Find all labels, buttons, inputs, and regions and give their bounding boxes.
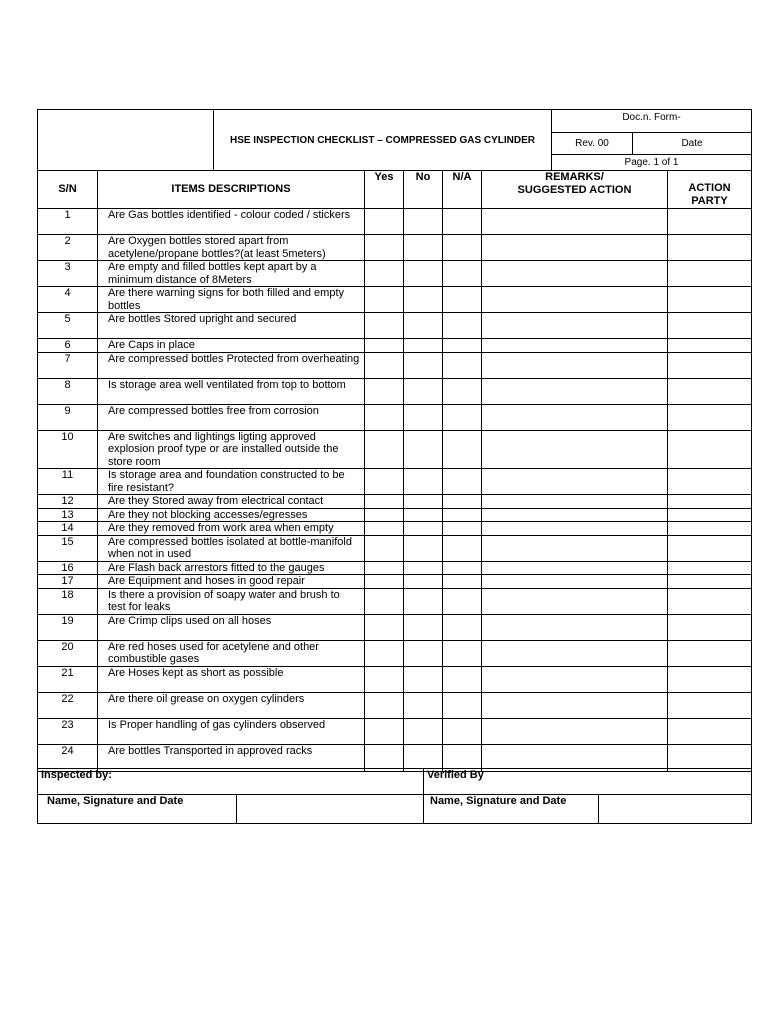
item-description: Are Gas bottles identified - colour coded / stickers bbox=[98, 209, 365, 235]
table-row bbox=[38, 339, 752, 353]
no-cell[interactable] bbox=[404, 640, 443, 666]
table-row bbox=[38, 209, 752, 235]
yes-cell[interactable] bbox=[365, 313, 404, 339]
item-number: 12 bbox=[38, 495, 98, 509]
col-no: No bbox=[404, 171, 443, 209]
table-row bbox=[38, 404, 752, 430]
yes-cell[interactable] bbox=[365, 561, 404, 575]
action-party-cell[interactable] bbox=[668, 718, 752, 744]
remarks-cell[interactable] bbox=[482, 535, 668, 561]
action-party-cell[interactable] bbox=[668, 588, 752, 614]
remarks-cell[interactable] bbox=[482, 235, 668, 261]
remarks-cell[interactable] bbox=[482, 640, 668, 666]
na-cell[interactable] bbox=[443, 614, 482, 640]
item-description: Is there a provision of soapy water and brush to test for leaks bbox=[98, 588, 365, 614]
no-cell[interactable] bbox=[404, 339, 443, 353]
item-number: 18 bbox=[38, 588, 98, 614]
no-cell[interactable] bbox=[404, 209, 443, 235]
remarks-cell[interactable] bbox=[482, 404, 668, 430]
yes-cell[interactable] bbox=[365, 339, 404, 353]
item-number: 8 bbox=[38, 378, 98, 404]
checklist-table bbox=[37, 170, 752, 772]
action-party-cell[interactable] bbox=[668, 235, 752, 261]
action-party-cell[interactable] bbox=[668, 575, 752, 589]
no-cell[interactable] bbox=[404, 352, 443, 378]
remarks-cell[interactable] bbox=[482, 430, 668, 469]
col-action-line2: PARTY bbox=[691, 194, 728, 207]
no-cell[interactable] bbox=[404, 744, 443, 771]
no-cell[interactable] bbox=[404, 313, 443, 339]
no-cell[interactable] bbox=[404, 522, 443, 536]
table-row bbox=[38, 535, 752, 561]
verifier-name-signature-date-label: Name, Signature and Date bbox=[424, 795, 599, 824]
remarks-cell[interactable] bbox=[482, 209, 668, 235]
col-action-line1: ACTION bbox=[688, 182, 731, 194]
item-description: Are they Stored away from electrical contact bbox=[98, 495, 365, 509]
item-description: Are Caps in place bbox=[98, 339, 365, 353]
na-cell[interactable] bbox=[443, 692, 482, 718]
item-number: 19 bbox=[38, 614, 98, 640]
item-number: 6 bbox=[38, 339, 98, 353]
yes-cell[interactable] bbox=[365, 430, 404, 469]
item-description: Are bottles Stored upright and secured bbox=[98, 313, 365, 339]
na-cell[interactable] bbox=[443, 469, 482, 495]
item-description: Are they removed from work area when empty bbox=[98, 522, 365, 536]
yes-cell[interactable] bbox=[365, 718, 404, 744]
col-na: N/A bbox=[443, 171, 482, 209]
remarks-cell[interactable] bbox=[482, 575, 668, 589]
remarks-cell[interactable] bbox=[482, 588, 668, 614]
no-cell[interactable] bbox=[404, 575, 443, 589]
na-cell[interactable] bbox=[443, 495, 482, 509]
header-table bbox=[37, 109, 752, 171]
na-cell[interactable] bbox=[443, 313, 482, 339]
na-cell[interactable] bbox=[443, 744, 482, 771]
na-cell[interactable] bbox=[443, 561, 482, 575]
no-cell[interactable] bbox=[404, 261, 443, 287]
na-cell[interactable] bbox=[443, 522, 482, 536]
action-party-cell[interactable] bbox=[668, 666, 752, 692]
yes-cell[interactable] bbox=[365, 575, 404, 589]
logo-cell bbox=[38, 110, 214, 171]
na-cell[interactable] bbox=[443, 535, 482, 561]
verifier-signature-field[interactable] bbox=[599, 795, 752, 824]
no-cell[interactable] bbox=[404, 588, 443, 614]
table-row bbox=[38, 640, 752, 666]
item-number: 17 bbox=[38, 575, 98, 589]
table-row bbox=[38, 313, 752, 339]
page-number: Page. 1 of 1 bbox=[552, 155, 752, 171]
item-number: 24 bbox=[38, 744, 98, 771]
remarks-cell[interactable] bbox=[482, 744, 668, 771]
table-row bbox=[38, 692, 752, 718]
na-cell[interactable] bbox=[443, 287, 482, 313]
item-description: Are Flash back arrestors fitted to the gauges bbox=[98, 561, 365, 575]
table-row bbox=[38, 666, 752, 692]
item-description: Are red hoses used for acetylene and other combustible gases bbox=[98, 640, 365, 666]
no-cell[interactable] bbox=[404, 378, 443, 404]
item-description: Are Equipment and hoses in good repair bbox=[98, 575, 365, 589]
action-party-cell[interactable] bbox=[668, 378, 752, 404]
yes-cell[interactable] bbox=[365, 378, 404, 404]
na-cell[interactable] bbox=[443, 508, 482, 522]
col-yes: Yes bbox=[365, 171, 404, 209]
table-row bbox=[38, 261, 752, 287]
table-row bbox=[38, 469, 752, 495]
col-remarks-line1: REMARKS/ bbox=[545, 171, 604, 183]
table-row bbox=[38, 235, 752, 261]
remarks-cell[interactable] bbox=[482, 287, 668, 313]
item-number: 5 bbox=[38, 313, 98, 339]
yes-cell[interactable] bbox=[365, 404, 404, 430]
remarks-cell[interactable] bbox=[482, 378, 668, 404]
no-cell[interactable] bbox=[404, 666, 443, 692]
remarks-cell[interactable] bbox=[482, 666, 668, 692]
inspector-name-signature-date-label: Name, Signature and Date bbox=[38, 795, 237, 824]
item-description: Are compressed bottles Protected from overheating bbox=[98, 352, 365, 378]
action-party-cell[interactable] bbox=[668, 339, 752, 353]
no-cell[interactable] bbox=[404, 614, 443, 640]
table-row bbox=[38, 430, 752, 469]
no-cell[interactable] bbox=[404, 235, 443, 261]
item-number: 23 bbox=[38, 718, 98, 744]
no-cell[interactable] bbox=[404, 561, 443, 575]
col-remarks-line2: SUGGESTED ACTION bbox=[517, 183, 632, 196]
action-party-cell[interactable] bbox=[668, 404, 752, 430]
item-description: Is Proper handling of gas cylinders observed bbox=[98, 718, 365, 744]
item-number: 7 bbox=[38, 352, 98, 378]
action-party-cell[interactable] bbox=[668, 614, 752, 640]
item-number: 3 bbox=[38, 261, 98, 287]
yes-cell[interactable] bbox=[365, 209, 404, 235]
no-cell[interactable] bbox=[404, 535, 443, 561]
yes-cell[interactable] bbox=[365, 352, 404, 378]
no-cell[interactable] bbox=[404, 469, 443, 495]
remarks-cell[interactable] bbox=[482, 522, 668, 536]
yes-cell[interactable] bbox=[365, 522, 404, 536]
item-number: 14 bbox=[38, 522, 98, 536]
action-party-cell[interactable] bbox=[668, 313, 752, 339]
yes-cell[interactable] bbox=[365, 666, 404, 692]
na-cell[interactable] bbox=[443, 235, 482, 261]
action-party-cell[interactable] bbox=[668, 692, 752, 718]
item-description: Are they not blocking accesses/egresses bbox=[98, 508, 365, 522]
item-number: 9 bbox=[38, 404, 98, 430]
na-cell[interactable] bbox=[443, 209, 482, 235]
table-row bbox=[38, 561, 752, 575]
action-party-cell[interactable] bbox=[668, 640, 752, 666]
item-number: 15 bbox=[38, 535, 98, 561]
item-description: Are bottles Transported in approved racks bbox=[98, 744, 365, 771]
item-number: 21 bbox=[38, 666, 98, 692]
col-items: ITEMS DESCRIPTIONS bbox=[98, 171, 365, 209]
col-remarks bbox=[482, 171, 668, 209]
item-number: 2 bbox=[38, 235, 98, 261]
table-row bbox=[38, 287, 752, 313]
na-cell[interactable] bbox=[443, 261, 482, 287]
na-cell[interactable] bbox=[443, 378, 482, 404]
no-cell[interactable] bbox=[404, 430, 443, 469]
item-description: Are switches and lightings ligting approved explosion proof type or are installed outside the store room bbox=[98, 430, 365, 469]
action-party-cell[interactable] bbox=[668, 352, 752, 378]
yes-cell[interactable] bbox=[365, 235, 404, 261]
remarks-cell[interactable] bbox=[482, 508, 668, 522]
action-party-cell[interactable] bbox=[668, 561, 752, 575]
date-label: Date bbox=[633, 133, 752, 155]
item-description: Are compressed bottles isolated at bottle-manifold when not in used bbox=[98, 535, 365, 561]
table-row bbox=[38, 575, 752, 589]
item-description: Are compressed bottles free from corrosion bbox=[98, 404, 365, 430]
item-description: Is storage area well ventilated from top to bottom bbox=[98, 378, 365, 404]
signature-table bbox=[37, 768, 752, 824]
na-cell[interactable] bbox=[443, 339, 482, 353]
table-row bbox=[38, 378, 752, 404]
action-party-cell[interactable] bbox=[668, 744, 752, 771]
item-number: 22 bbox=[38, 692, 98, 718]
yes-cell[interactable] bbox=[365, 692, 404, 718]
remarks-cell[interactable] bbox=[482, 692, 668, 718]
item-description: Are Crimp clips used on all hoses bbox=[98, 614, 365, 640]
remarks-cell[interactable] bbox=[482, 718, 668, 744]
action-party-cell[interactable] bbox=[668, 261, 752, 287]
item-description: Are empty and filled bottles kept apart by a minimum distance of 8Meters bbox=[98, 261, 365, 287]
remarks-cell[interactable] bbox=[482, 614, 668, 640]
doc-number: Doc.n. Form- bbox=[552, 110, 752, 133]
na-cell[interactable] bbox=[443, 588, 482, 614]
table-row bbox=[38, 614, 752, 640]
na-cell[interactable] bbox=[443, 718, 482, 744]
item-number: 10 bbox=[38, 430, 98, 469]
no-cell[interactable] bbox=[404, 718, 443, 744]
remarks-cell[interactable] bbox=[482, 352, 668, 378]
item-number: 16 bbox=[38, 561, 98, 575]
action-party-cell[interactable] bbox=[668, 535, 752, 561]
inspected-by-label: Inspected by: bbox=[38, 769, 424, 795]
na-cell[interactable] bbox=[443, 575, 482, 589]
remarks-cell[interactable] bbox=[482, 495, 668, 509]
yes-cell[interactable] bbox=[365, 535, 404, 561]
remarks-cell[interactable] bbox=[482, 261, 668, 287]
item-number: 20 bbox=[38, 640, 98, 666]
action-party-cell[interactable] bbox=[668, 287, 752, 313]
item-number: 11 bbox=[38, 469, 98, 495]
action-party-cell[interactable] bbox=[668, 430, 752, 469]
yes-cell[interactable] bbox=[365, 614, 404, 640]
na-cell[interactable] bbox=[443, 404, 482, 430]
inspector-signature-field[interactable] bbox=[237, 795, 424, 824]
no-cell[interactable] bbox=[404, 495, 443, 509]
item-number: 1 bbox=[38, 209, 98, 235]
na-cell[interactable] bbox=[443, 430, 482, 469]
table-row bbox=[38, 718, 752, 744]
remarks-cell[interactable] bbox=[482, 313, 668, 339]
remarks-cell[interactable] bbox=[482, 469, 668, 495]
no-cell[interactable] bbox=[404, 287, 443, 313]
action-party-cell[interactable] bbox=[668, 469, 752, 495]
item-description: Are there oil grease on oxygen cylinders bbox=[98, 692, 365, 718]
yes-cell[interactable] bbox=[365, 640, 404, 666]
document-title: HSE INSPECTION CHECKLIST – COMPRESSED GAS CYLINDER bbox=[214, 110, 552, 171]
table-row bbox=[38, 588, 752, 614]
verified-by-label: Verified By bbox=[424, 769, 752, 795]
yes-cell[interactable] bbox=[365, 588, 404, 614]
col-action-party bbox=[668, 171, 752, 209]
yes-cell[interactable] bbox=[365, 495, 404, 509]
column-header-row bbox=[38, 171, 752, 209]
action-party-cell[interactable] bbox=[668, 522, 752, 536]
item-description: Is storage area and foundation constructed to be fire resistant? bbox=[98, 469, 365, 495]
table-row bbox=[38, 495, 752, 509]
na-cell[interactable] bbox=[443, 352, 482, 378]
action-party-cell[interactable] bbox=[668, 508, 752, 522]
action-party-cell[interactable] bbox=[668, 495, 752, 509]
yes-cell[interactable] bbox=[365, 287, 404, 313]
item-description: Are there warning signs for both filled and empty bottles bbox=[98, 287, 365, 313]
item-number: 13 bbox=[38, 508, 98, 522]
remarks-cell[interactable] bbox=[482, 561, 668, 575]
item-number: 4 bbox=[38, 287, 98, 313]
table-row bbox=[38, 508, 752, 522]
item-description: Are Hoses kept as short as possible bbox=[98, 666, 365, 692]
action-party-cell[interactable] bbox=[668, 209, 752, 235]
item-description: Are Oxygen bottles stored apart from acetylene/propane bottles?(at least 5meters) bbox=[98, 235, 365, 261]
col-sn: S/N bbox=[38, 171, 98, 209]
table-row bbox=[38, 744, 752, 771]
yes-cell[interactable] bbox=[365, 508, 404, 522]
yes-cell[interactable] bbox=[365, 744, 404, 771]
no-cell[interactable] bbox=[404, 508, 443, 522]
no-cell[interactable] bbox=[404, 692, 443, 718]
table-row bbox=[38, 352, 752, 378]
na-cell[interactable] bbox=[443, 640, 482, 666]
yes-cell[interactable] bbox=[365, 469, 404, 495]
yes-cell[interactable] bbox=[365, 261, 404, 287]
remarks-cell[interactable] bbox=[482, 339, 668, 353]
no-cell[interactable] bbox=[404, 404, 443, 430]
na-cell[interactable] bbox=[443, 666, 482, 692]
revision: Rev. 00 bbox=[552, 133, 633, 155]
table-row bbox=[38, 522, 752, 536]
